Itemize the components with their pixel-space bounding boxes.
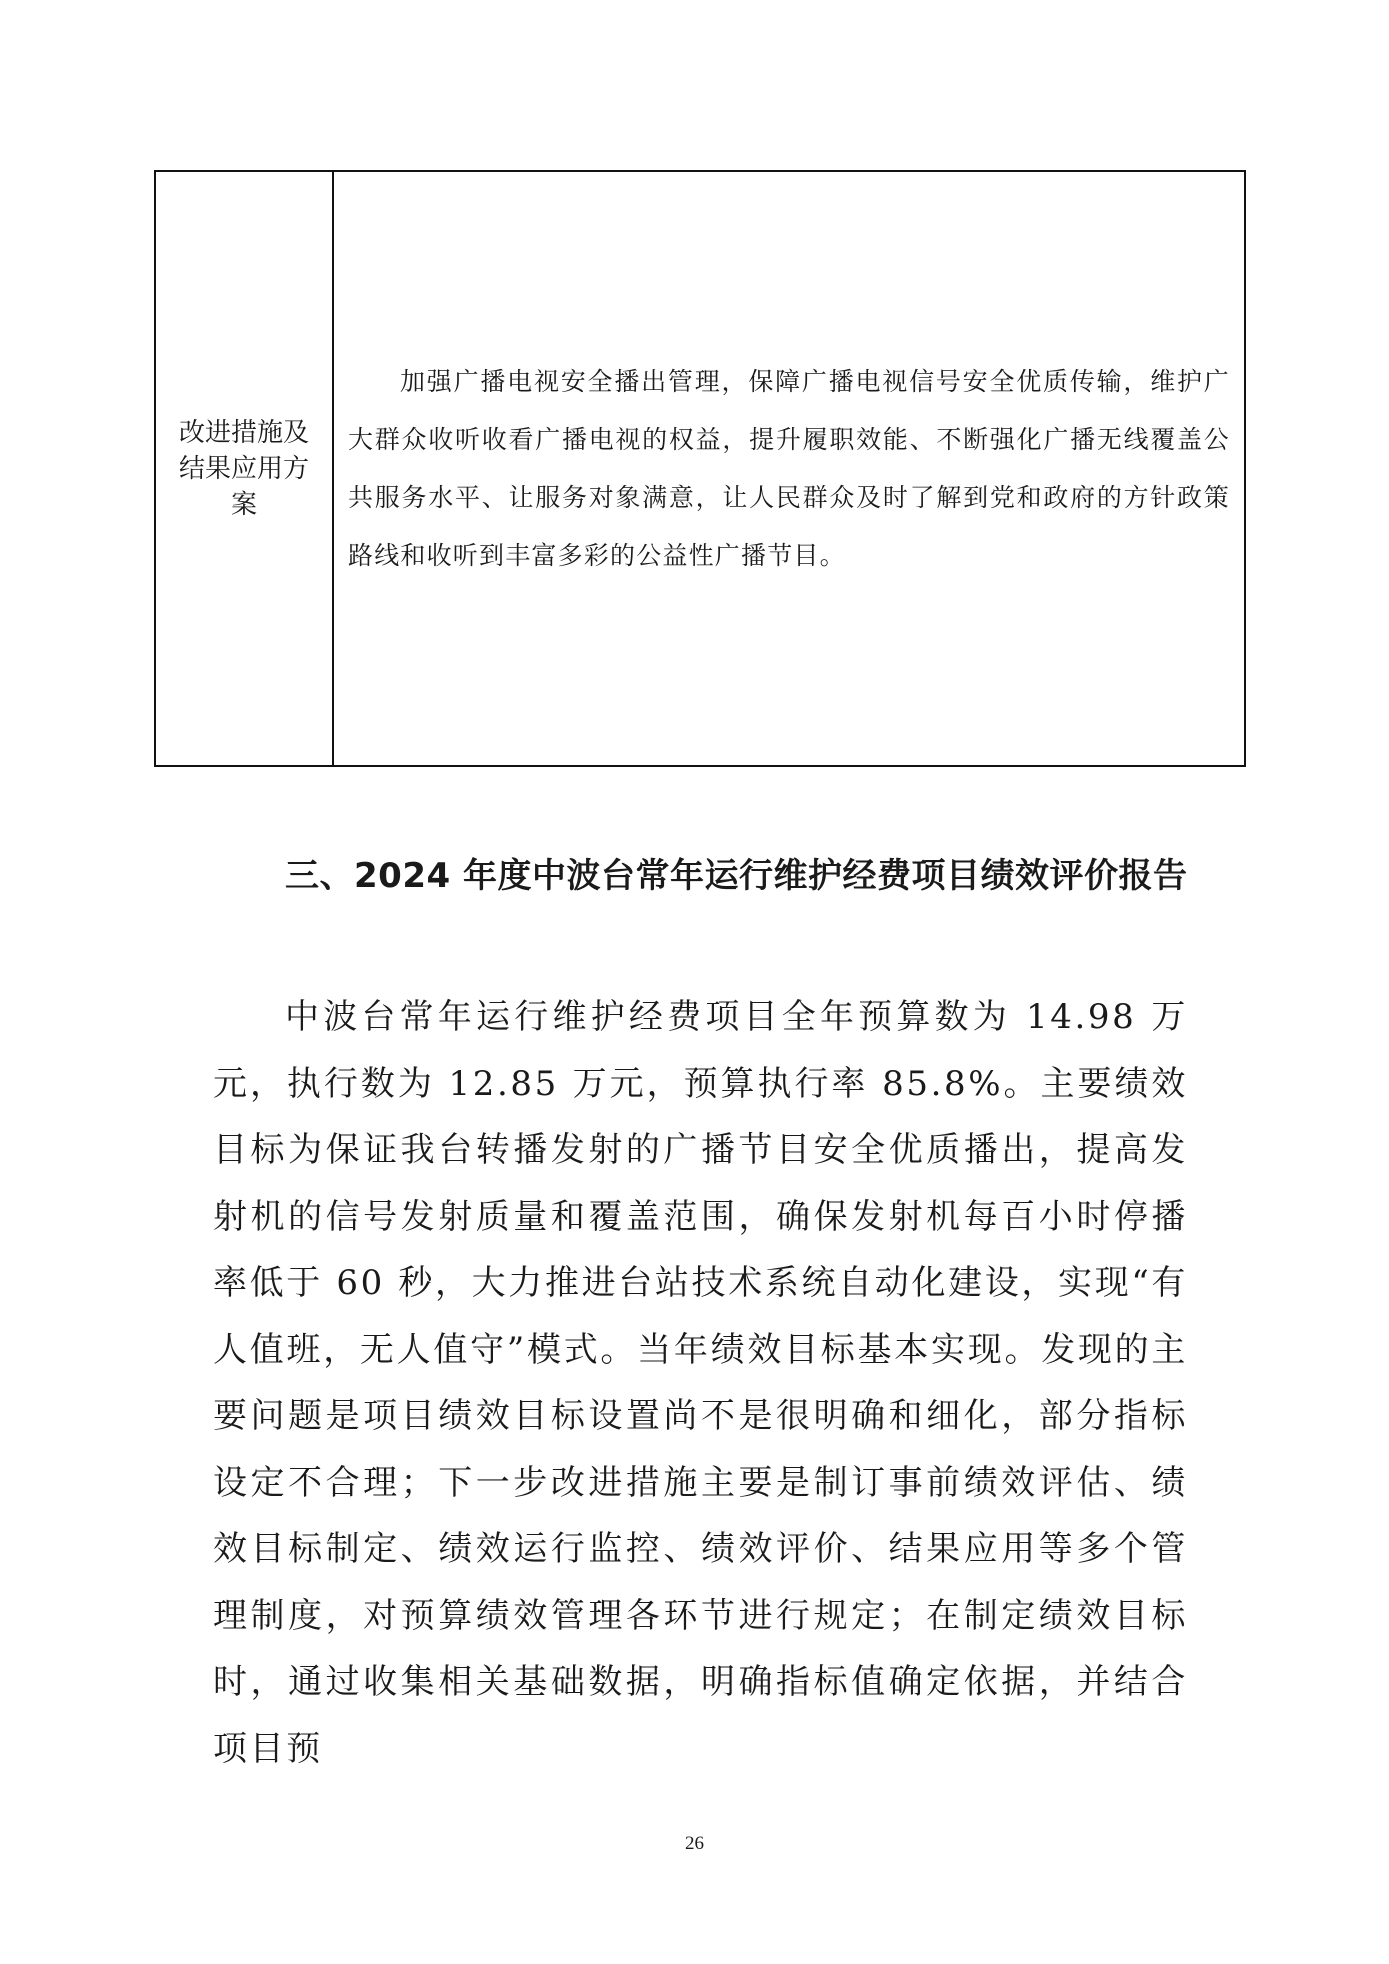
measures-table [154,170,1246,767]
page-number: 26 [685,1833,704,1854]
section-heading: 三、2024 年度中波台常年运行维护经费项目绩效评价报告 [285,856,1188,896]
table-label-cell [156,172,334,765]
table-content-cell [334,172,1244,765]
table-label: 改进措施及结果应用方案 [178,417,309,520]
table-content: 加强广播电视安全播出管理，保障广播电视信号安全优质传输，维护广大群众收听收看广播电视的权益，提升履职效能、不断强化广播无线覆盖公共服务水平、让服务对象满意，让人民群众及时了解到党和政府的方针政策路线和收听到丰富多彩的公益性广播节目。 [348,366,1230,570]
section-body: 中波台常年运行维护经费项目全年预算数为 14.98 万元，执行数为 12.85 万元，预算执行率 85.8%。主要绩效目标为保证我台转播发射的广播节目安全优质播出，提高发射机的信号发射质量和覆盖范围，确保发射机每百小时停播率低于 60 秒，大力推进台站技术系统自动化建设，实现“有人值班，无人值守”模式。当年绩效目标基本实现。发现的主要问题是项目绩效目标设置尚不是很明确和细化，部分指标设定不合理；下一步改进措施主要是制订事前绩效评估、绩效目标制定、绩效运行监控、绩效评价、结果应用等多个管理制度，对预算绩效管理各环节进行规定；在制定绩效目标时，通过收集相关基础数据，明确指标值确定依据，并结合项目预 [213,997,1188,1769]
